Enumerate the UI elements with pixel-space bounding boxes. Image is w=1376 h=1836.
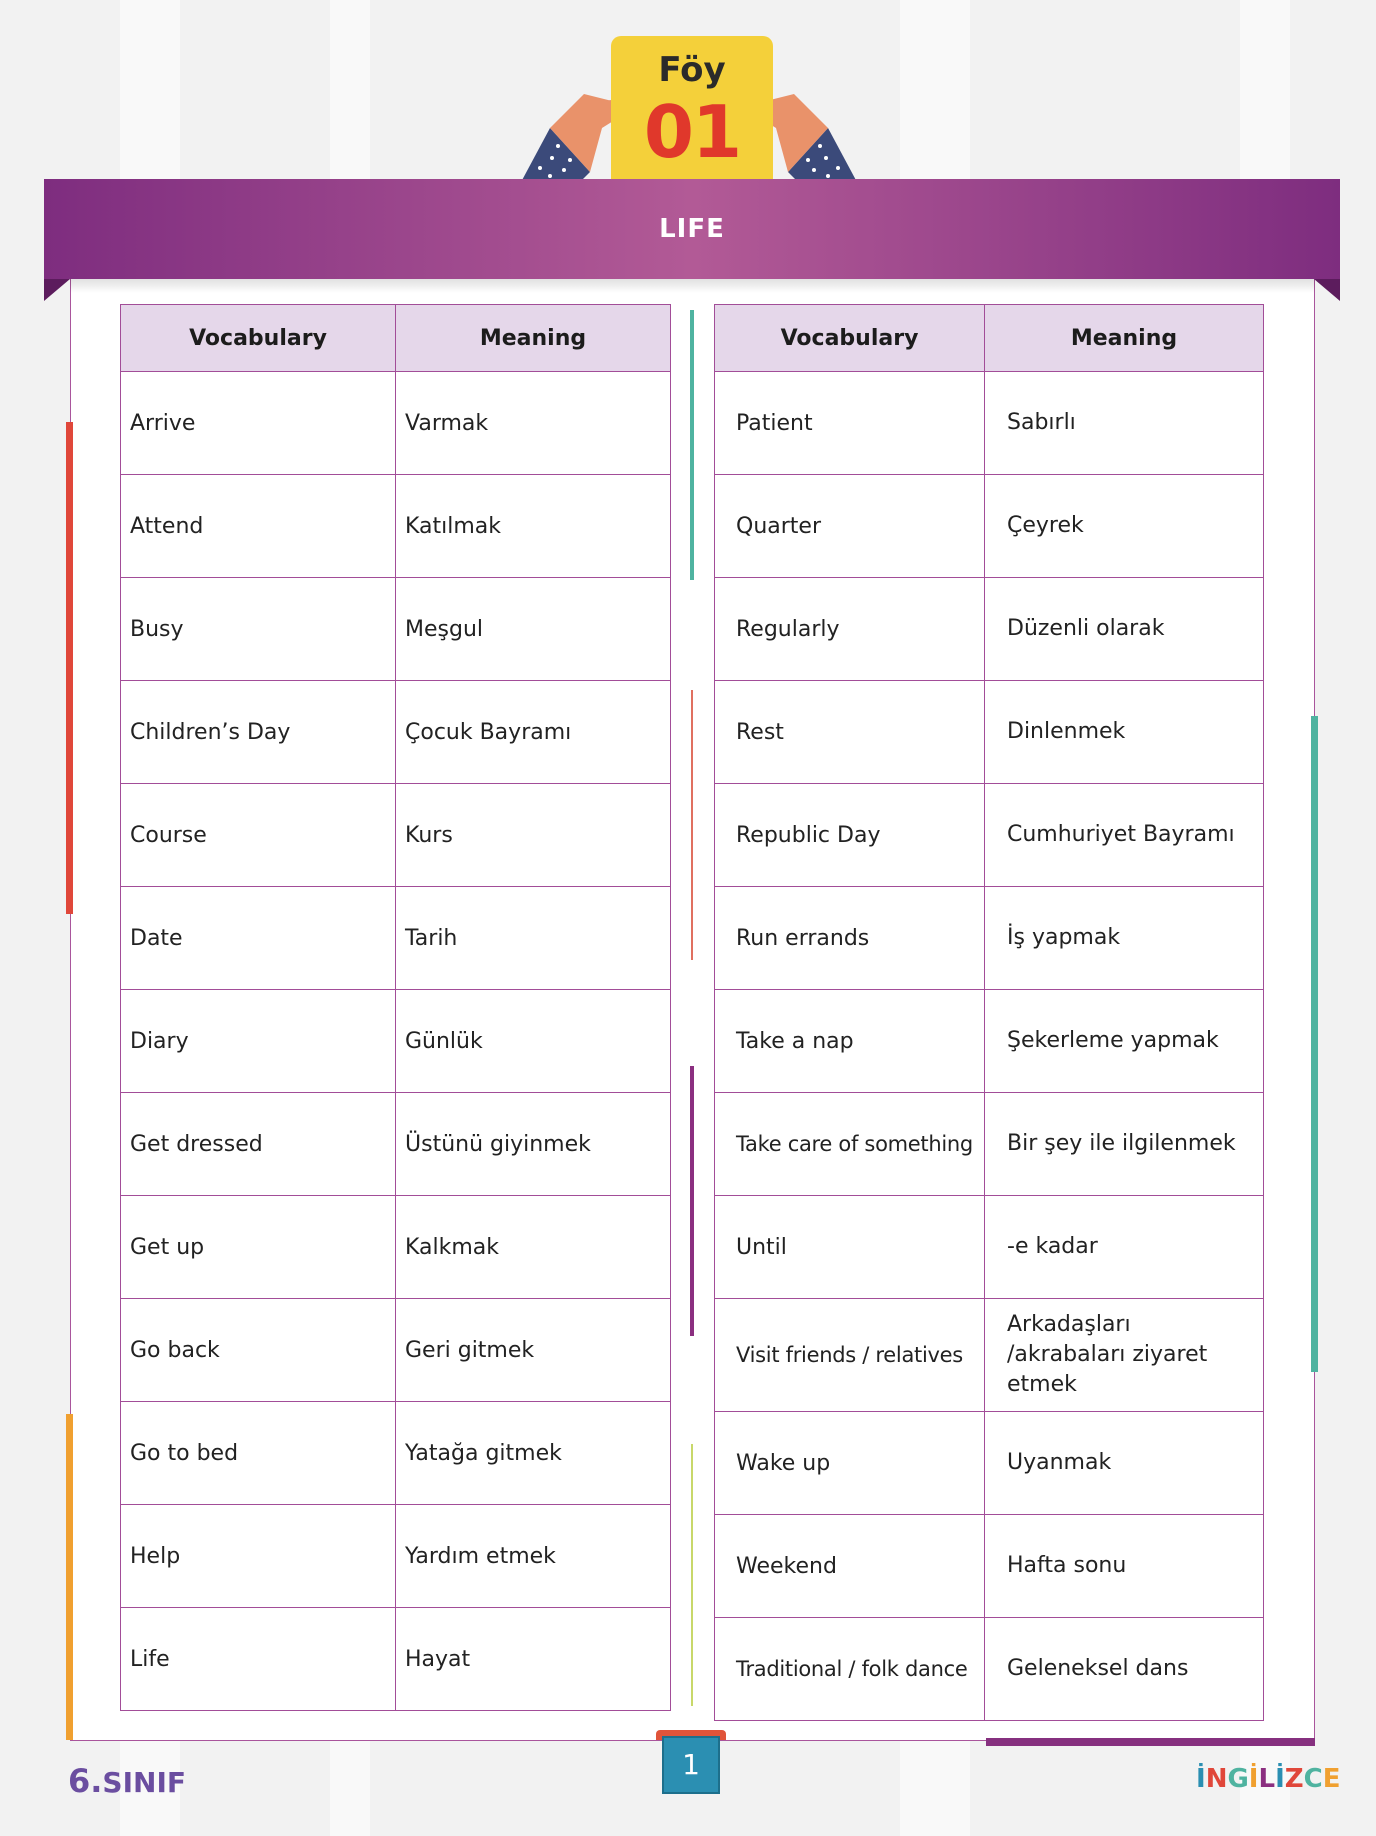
subject-letter: Z	[1284, 1764, 1304, 1794]
meaning-cell: -e kadar	[985, 1196, 1264, 1299]
vocabulary-cell: Patient	[715, 372, 985, 475]
table-row	[715, 475, 1264, 578]
meaning-cell: Çeyrek	[985, 475, 1264, 578]
vocabulary-cell: Life	[121, 1608, 396, 1711]
subject-letter: İ	[1275, 1764, 1285, 1794]
vocabulary-cell: Regularly	[715, 578, 985, 681]
accent-bar-red	[66, 422, 73, 914]
subject-logo	[1196, 1764, 1340, 1794]
table-row	[121, 1608, 671, 1711]
table-row	[121, 372, 671, 475]
meaning-cell: Tarih	[396, 887, 671, 990]
banner-shadow	[70, 279, 1315, 293]
meaning-cell: Bir şey ile ilgilenmek	[985, 1093, 1264, 1196]
vocabulary-cell: Get up	[121, 1196, 396, 1299]
vocabulary-cell: Take a nap	[715, 990, 985, 1093]
subject-letter: İ	[1248, 1764, 1259, 1794]
meaning-cell: Meşgul	[396, 578, 671, 681]
header-vocabulary: Vocabulary	[715, 305, 985, 372]
table-row	[121, 990, 671, 1093]
vocabulary-cell: Help	[121, 1505, 396, 1608]
table-header-row	[715, 305, 1264, 372]
vocabulary-cell: Wake up	[715, 1412, 985, 1515]
meaning-cell: Uyanmak	[985, 1412, 1264, 1515]
vocabulary-table-left	[120, 304, 671, 1711]
grade-text: SINIF	[102, 1766, 186, 1799]
grade-number: 6.	[68, 1762, 103, 1800]
meaning-cell: Günlük	[396, 990, 671, 1093]
table-row	[715, 1093, 1264, 1196]
meaning-cell: Yatağa gitmek	[396, 1402, 671, 1505]
meaning-cell: Geleneksel dans	[985, 1618, 1264, 1721]
accent-bar-thin-red-center	[691, 690, 693, 960]
header-meaning: Meaning	[396, 305, 671, 372]
accent-bar-lime-center	[691, 1444, 693, 1706]
table-row	[715, 1515, 1264, 1618]
vocabulary-cell: Attend	[121, 475, 396, 578]
meaning-cell: Üstünü giyinmek	[396, 1093, 671, 1196]
page-number: 1	[662, 1736, 720, 1794]
meaning-cell: Düzenli olarak	[985, 578, 1264, 681]
meaning-cell: Kurs	[396, 784, 671, 887]
vocabulary-cell: Traditional / folk dance	[715, 1618, 985, 1721]
meaning-cell: Kalkmak	[396, 1196, 671, 1299]
meaning-cell: Cumhuriyet Bayramı	[985, 784, 1264, 887]
vocabulary-cell: Arrive	[121, 372, 396, 475]
header-meaning: Meaning	[985, 305, 1264, 372]
subject-letter: C	[1303, 1764, 1323, 1794]
meaning-cell: Arkadaşları /akrabaları ziyaret etmek	[985, 1299, 1264, 1412]
table-row	[121, 1402, 671, 1505]
foy-label: Föy	[658, 50, 726, 90]
foy-number: 01	[643, 90, 741, 174]
accent-bar-purple-center	[690, 1066, 694, 1336]
vocabulary-cell: Quarter	[715, 475, 985, 578]
table-row	[715, 1412, 1264, 1515]
table-row	[715, 887, 1264, 990]
meaning-cell: Dinlenmek	[985, 681, 1264, 784]
vocabulary-cell: Course	[121, 784, 396, 887]
table-row	[121, 1196, 671, 1299]
accent-bar-teal-right	[1311, 716, 1318, 1372]
table-row	[121, 784, 671, 887]
vocabulary-cell: Republic Day	[715, 784, 985, 887]
meaning-cell: İş yapmak	[985, 887, 1264, 990]
table-row	[121, 887, 671, 990]
table-row	[715, 578, 1264, 681]
footer-accent-bar	[986, 1738, 1315, 1746]
table-row	[121, 475, 671, 578]
header-vocabulary: Vocabulary	[121, 305, 396, 372]
page-title: LIFE	[659, 214, 725, 244]
meaning-cell: Katılmak	[396, 475, 671, 578]
meaning-cell: Hafta sonu	[985, 1515, 1264, 1618]
vocabulary-cell: Take care of something	[715, 1093, 985, 1196]
subject-letter: G	[1227, 1764, 1249, 1794]
table-row	[715, 1618, 1264, 1721]
grade-label	[68, 1762, 186, 1800]
table-row	[121, 1505, 671, 1608]
vocabulary-cell: Weekend	[715, 1515, 985, 1618]
vocabulary-cell: Diary	[121, 990, 396, 1093]
vocabulary-cell: Go to bed	[121, 1402, 396, 1505]
vocabulary-cell: Get dressed	[121, 1093, 396, 1196]
subject-letter: İ	[1196, 1764, 1206, 1794]
table-row	[715, 1196, 1264, 1299]
meaning-cell: Geri gitmek	[396, 1299, 671, 1402]
table-row	[715, 784, 1264, 887]
banner-fold-right	[1314, 279, 1340, 301]
vocabulary-cell: Until	[715, 1196, 985, 1299]
table-row	[715, 372, 1264, 475]
meaning-cell: Yardım etmek	[396, 1505, 671, 1608]
accent-bar-orange	[66, 1414, 73, 1740]
vocabulary-table-right	[714, 304, 1264, 1721]
subject-letter: E	[1322, 1764, 1341, 1794]
meaning-cell: Şekerleme yapmak	[985, 990, 1264, 1093]
table-row	[121, 578, 671, 681]
table-row	[715, 681, 1264, 784]
foy-badge	[611, 36, 773, 186]
vocabulary-cell: Busy	[121, 578, 396, 681]
vocabulary-cell: Run errands	[715, 887, 985, 990]
banner-fold-left	[44, 279, 70, 301]
vocabulary-cell: Rest	[715, 681, 985, 784]
meaning-cell: Varmak	[396, 372, 671, 475]
vocabulary-cell: Go back	[121, 1299, 396, 1402]
meaning-cell: Çocuk Bayramı	[396, 681, 671, 784]
subject-letter: L	[1258, 1764, 1276, 1794]
title-banner	[44, 179, 1340, 279]
table-row	[121, 681, 671, 784]
vocabulary-cell: Children’s Day	[121, 681, 396, 784]
table-row	[715, 1299, 1264, 1412]
meaning-cell: Sabırlı	[985, 372, 1264, 475]
vocabulary-cell: Date	[121, 887, 396, 990]
table-row	[121, 1299, 671, 1402]
table-row	[121, 1093, 671, 1196]
vocabulary-cell: Visit friends / relatives	[715, 1299, 985, 1412]
meaning-cell: Hayat	[396, 1608, 671, 1711]
subject-letter: N	[1205, 1764, 1228, 1794]
table-row	[715, 990, 1264, 1093]
table-header-row	[121, 305, 671, 372]
accent-bar-teal-center	[690, 310, 694, 580]
